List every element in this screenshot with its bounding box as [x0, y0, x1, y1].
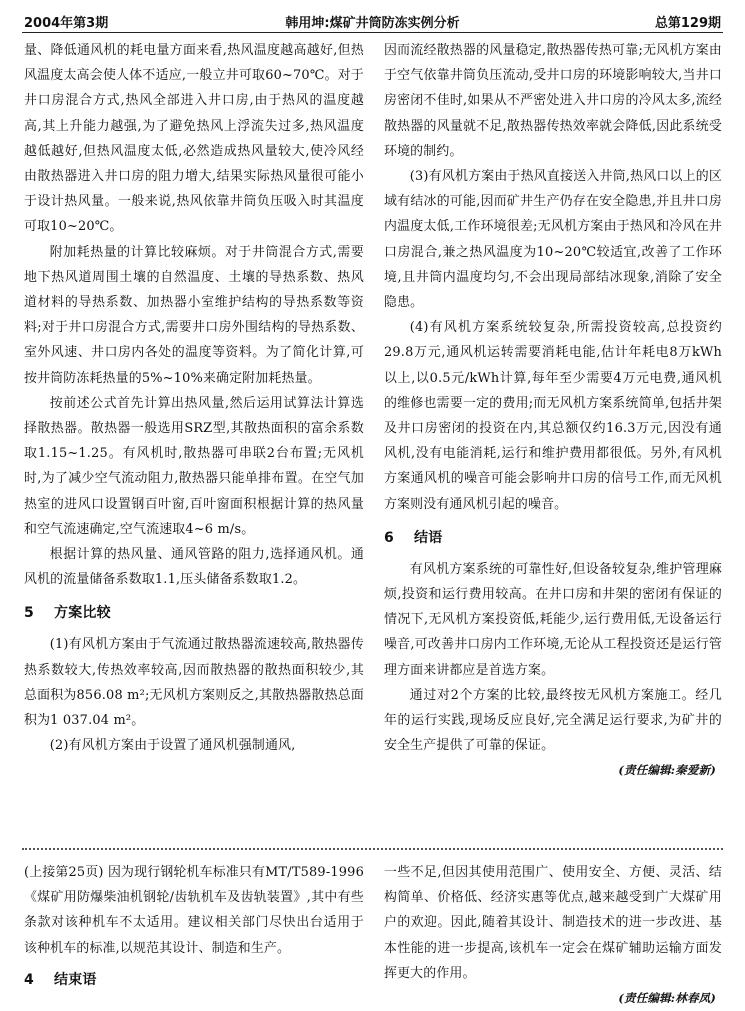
paragraph: (上接第25页) 因为现行钢轮机车标准只有MT/T589-1996《煤矿用防爆柴油机钢轮/齿轨机车及齿轨装置》,其中有些条款对该种机车不太适用。建议相关部门尽快出台适用于该种机车的标准,以规范其设计、制造和生产。 [24, 865, 364, 956]
section-heading-6 [384, 525, 722, 551]
left-column [24, 38, 364, 758]
section-number: 4 [24, 971, 34, 988]
paragraph: (1)有风机方案由于气流通过散热器流速较高,散热器传热系数较大,传热效率较高,因而散热器的散热面积较少,其总面积为856.08 m²;无风机方案则反之,其散热器散热总面积为1 037.04 m²。 [24, 637, 364, 729]
editor-credit: (责任编辑:秦爱新) [618, 763, 716, 778]
article-separator [22, 848, 723, 850]
paragraph: 量、降低通风机的耗电量方面来看,热风温度越高越好,但热风温度太高会使人体不适应,一般立井可取60~70℃。对于井口房混合方式,热风全部进入井口房,由于热风的温度越高,其上升能力越强,为了避免热风上浮流失过多,热风温度越低越好,但热风温度太低,必然造成热风量较大,使冷风经由散热器进入井口房的阻力增大,结果实际热风量很可能小于设计热风量。一般来说,热风依靠井筒负压吸入时其温度可取10~20℃。 [24, 43, 364, 235]
continued-left-column [24, 860, 364, 999]
section-title: 结束语 [54, 971, 97, 988]
paragraph: 按前述公式首先计算出热风量,然后运用试算法计算选择散热器。散热器一般选用SRZ型,其散热面积的富余系数取1.15~1.25。有风机时,散热器可串联2台布置;无风机时,为了减少空气流动阻力,散热器只能单排布置。在空气加热室的进风口设置钢百叶窗,百叶窗面积根据计算的热风量和空气流速确定,空气流速取4~6 m/s。 [24, 395, 364, 537]
paragraph: (2)有风机方案由于设置了通风机强制通风, [49, 738, 296, 754]
right-column [384, 38, 722, 784]
continued-right-column [384, 860, 722, 1011]
issue-label: 2004年第3期 [24, 16, 109, 31]
paragraph: 附加耗热量的计算比较麻烦。对于井筒混合方式,需要地下热风道周围土壤的自然温度、土壤的导热系数、热风道材料的导热系数、加热器小室维护结构的导热系数等资料;对于井口房混合方式,需要井口房外围结构的导热系数、室外风速、井口房内各处的温度等资料。为了简化计算,可按井筒防冻耗热量的5%~10%来确定附加耗热量。 [24, 244, 364, 386]
paragraph: (4)有风机方案系统较复杂,所需投资较高,总投资约29.8万元,通风机运转需要消耗电能,估计年耗电8万kWh以上,以0.5元/kWh计算,每年至少需要4万元电费,通风机的维修也需要一定的费用;而无风机方案系统简单,包括井架及井口房密闭的投资在内,其总额仅约16.3万元,因没有通风机,没有电能消耗,运行和维护费用都很低。另外,有风机方案通风机的噪音可能会影响井口房的信号工作,而无风机方案则没有通风机引起的噪音。 [384, 320, 722, 512]
section-heading-5 [24, 600, 364, 626]
paragraph: 根据计算的热风量、通风管路的阻力,选择通风机。通风机的流量储备系数取1.1,压头储备系数取1.2。 [24, 547, 364, 588]
section-title: 结语 [414, 529, 443, 546]
running-title: 韩用坤:煤矿井筒防冻实例分析 [285, 16, 460, 31]
paragraph: (3)有风机方案由于热风直接送入井筒,热风口以上的区域有结冰的可能,因而矿井生产仍存在安全隐患,并且井口房内温度太低,工作环境很差;无风机方案由于热风和冷风在井口房混合,兼之热风温度为10~20℃较适宜,改善了工作环境,且井筒内温度均匀,不会出现局部结冰现象,消除了安全隐患。 [384, 169, 722, 311]
section-number: 6 [384, 529, 394, 546]
paragraph: 通过对2个方案的比较,最终按无风机方案施工。经几年的运行实践,现场反应良好,完全满足运行要求,为矿井的安全生产提供了可靠的保证。 [384, 687, 722, 754]
paragraph: 一些不足,但因其使用范围广、使用安全、方便、灵活、结构简单、价格低、经济实惠等优点,越来越受到广大煤矿用户的欢迎。因此,随着其设计、制造技术的进一步改进、基本性能的进一步提高,该机车一定会在煤矿辅助运输方面发挥更大的作用。 [384, 865, 722, 981]
paragraph: 有风机方案系统的可靠性好,但设备较复杂,维护管理麻烦,投资和运行费用较高。在井口房和井架的密闭有保证的情况下,无风机方案投资低,耗能少,运行费用低,无设备运行噪音,可改善井口房内工作环境,无论从工程投资还是运行管理方面来讲都应是首选方案。 [384, 561, 722, 678]
section-heading-4 [24, 967, 364, 993]
page-header [22, 8, 723, 33]
paragraph: 因而流经散热器的风量稳定,散热器传热可靠;无风机方案由于空气依靠井筒负压流动,受井口房的环境影响较大,当井口房密闭不佳时,如果从不严密处进入井口房的冷风太多,流经散热器的风量就不足,散热器传热效率就会降低,因此系统受环境的制约。 [384, 43, 722, 159]
section-title: 方案比较 [54, 605, 111, 622]
editor-credit: (责任编辑:林春凤) [618, 991, 716, 1006]
total-issue-label: 总第129期 [654, 16, 721, 31]
section-number: 5 [24, 605, 34, 622]
